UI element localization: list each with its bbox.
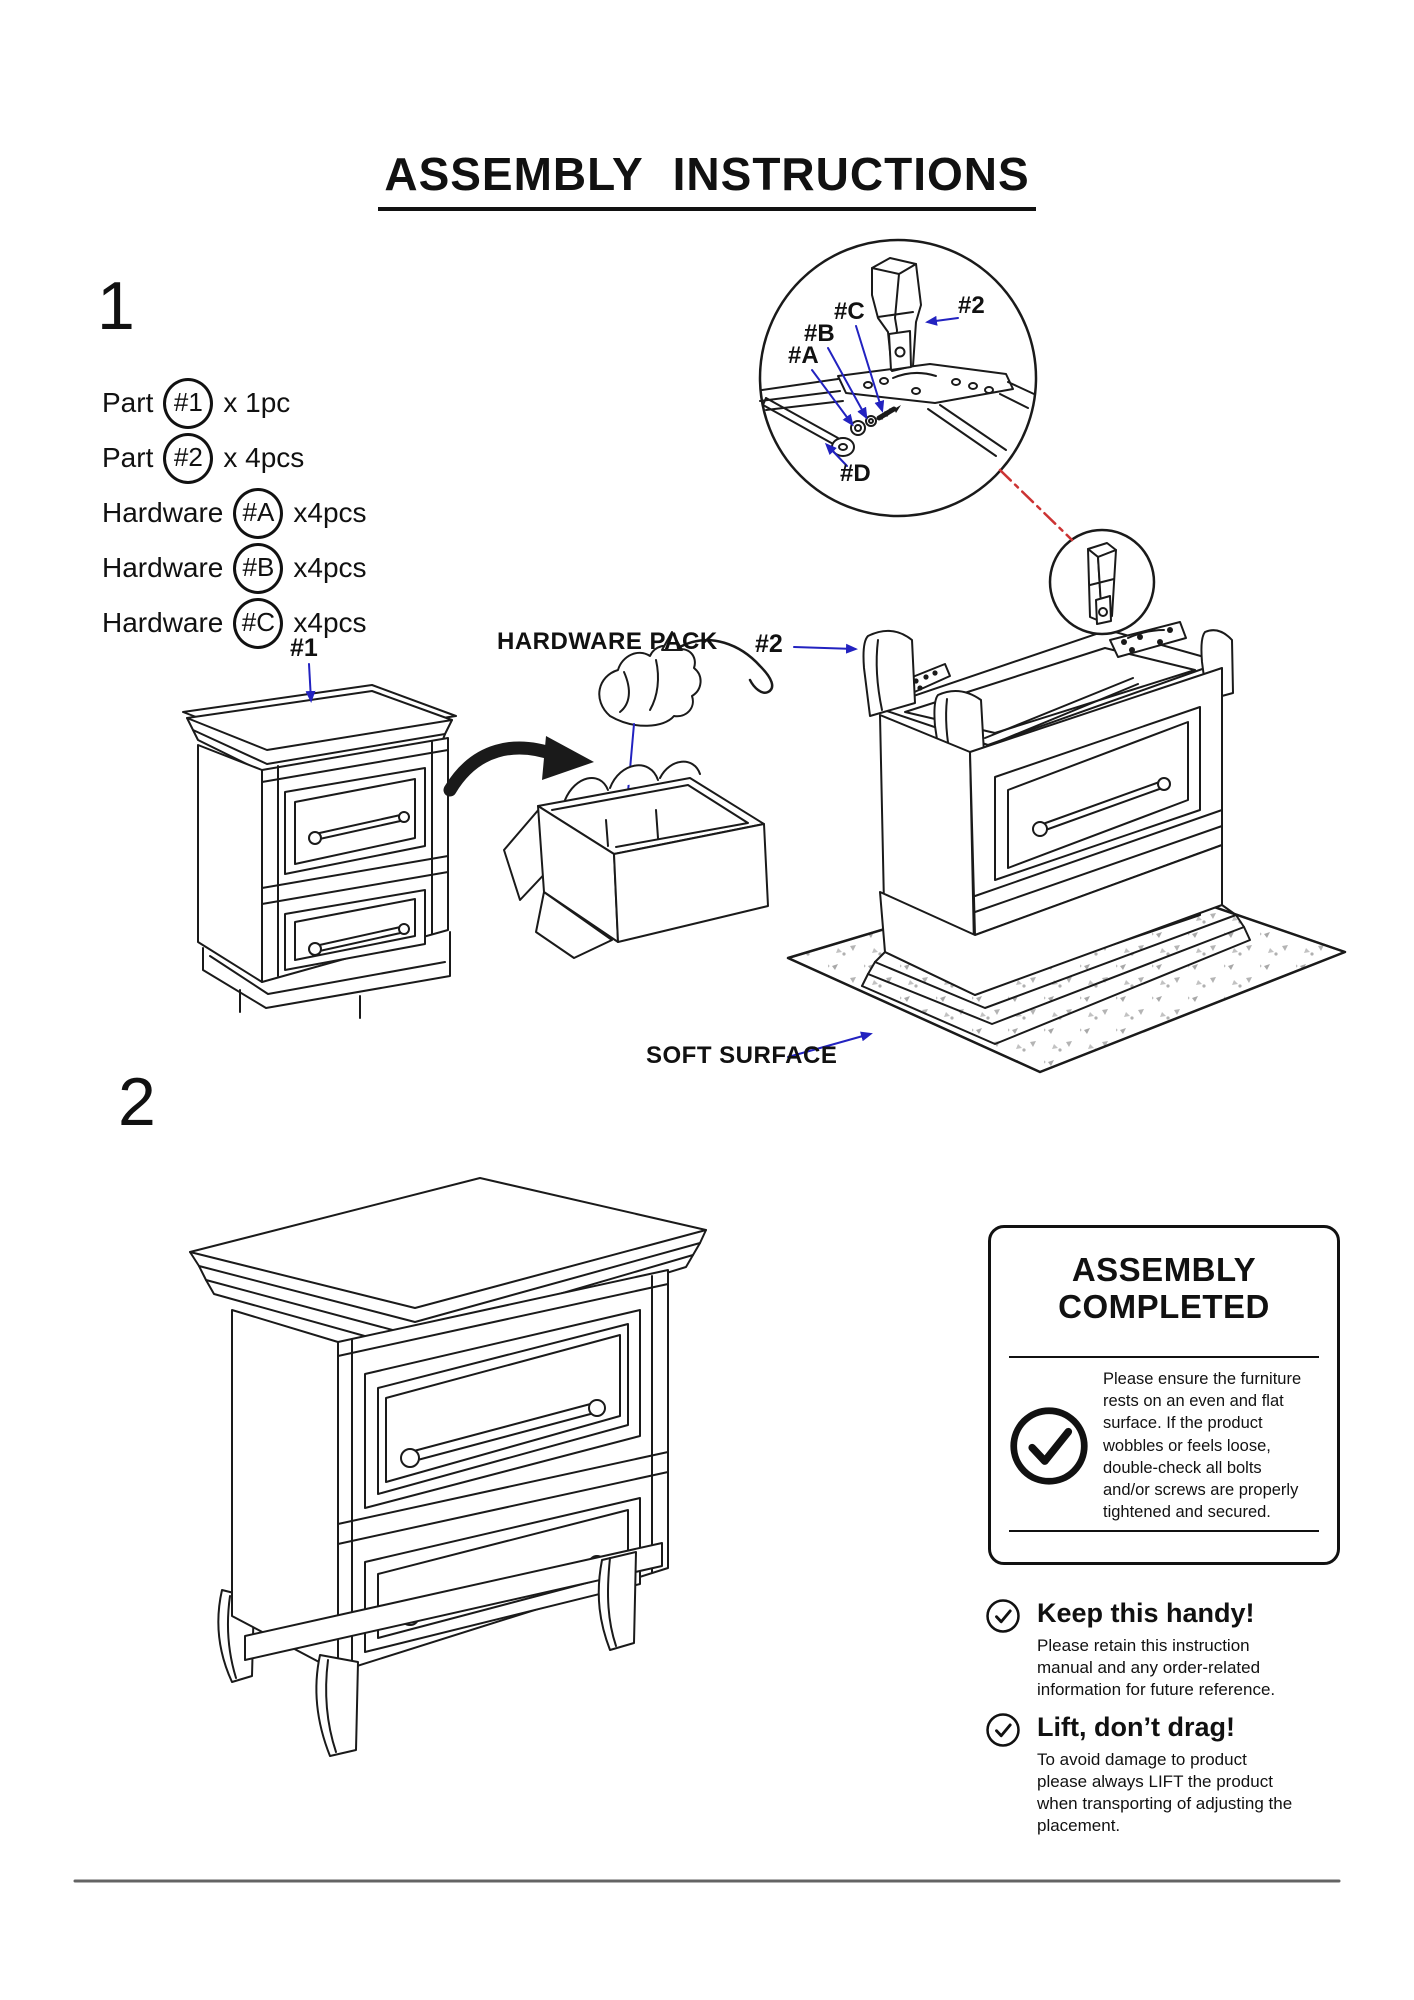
parts-list-item <box>102 433 304 483</box>
part-ref-badge: #A <box>233 488 283 539</box>
part-prefix: Part <box>102 387 154 418</box>
part-qty: x 1pc <box>223 387 291 418</box>
parts-list-item <box>102 488 367 538</box>
note-body: To avoid damage to product please always LIFT the product when transporting of adjusting the placement. <box>1037 1750 1293 1836</box>
nightstand-part1-drawing <box>183 685 456 1018</box>
part-ref-badge: #2 <box>163 433 213 484</box>
label-detail-part2: #2 <box>958 292 985 319</box>
hardware-detail-circle <box>760 240 1036 516</box>
label-part1: #1 <box>290 634 318 662</box>
note-lift-dont-drag <box>985 1712 1335 1837</box>
part-ref-badge: #1 <box>163 378 213 429</box>
part-ref-badge: #B <box>233 543 283 594</box>
page-title: ASSEMBLY INSTRUCTIONS <box>0 150 1414 211</box>
part-prefix: Hardware <box>102 552 224 583</box>
part-prefix: Part <box>102 442 154 473</box>
check-circle-icon <box>985 1598 1021 1634</box>
note-body: Please retain this instruction manual and any order-related information for future reference. <box>1037 1636 1276 1700</box>
assembly-completed-box <box>988 1225 1340 1565</box>
part-qty: x4pcs <box>293 607 367 638</box>
parts-list-item <box>102 543 367 593</box>
step-1-number: 1 <box>97 268 135 344</box>
label-part2: #2 <box>755 630 783 658</box>
part-ref-badge: #C <box>233 598 283 649</box>
label-hardware-pack: HARDWARE PACK <box>497 628 718 655</box>
part-prefix: Hardware <box>102 497 224 528</box>
divider <box>1009 1530 1319 1532</box>
leg-detail-small-circle <box>1050 530 1154 634</box>
note-keep-this-handy <box>985 1598 1335 1701</box>
label-tool-d: #D <box>840 460 871 487</box>
parts-list-item <box>102 378 290 428</box>
label-hardware-b: #B <box>804 320 835 347</box>
completed-title: ASSEMBLY COMPLETED <box>1058 1251 1270 1325</box>
step-2-number: 2 <box>118 1064 156 1140</box>
detail-connector-line <box>1000 470 1072 540</box>
note-heading: Lift, don’t drag! <box>1037 1712 1235 1742</box>
parts-list-item <box>102 598 367 648</box>
nightstand-assembled-drawing <box>190 1178 706 1756</box>
part-qty: x4pcs <box>293 497 367 528</box>
label-hardware-a: #A <box>788 342 819 369</box>
divider <box>1009 1356 1319 1358</box>
part-qty: x 4pcs <box>223 442 305 473</box>
check-circle-icon <box>1007 1404 1091 1488</box>
check-circle-icon <box>985 1712 1021 1748</box>
label-hardware-c: #C <box>834 298 865 325</box>
part-qty: x4pcs <box>293 552 367 583</box>
label-soft-surface: SOFT SURFACE <box>646 1042 838 1069</box>
flow-arrow <box>450 736 594 790</box>
completed-body: Please ensure the furniture rests on an even and flat surface. If the product wobbles or feels loose, double-check all bolts and/or screws are properly tightened and secured. <box>1103 1370 1302 1522</box>
part-prefix: Hardware <box>102 607 224 638</box>
note-heading: Keep this handy! <box>1037 1598 1255 1628</box>
carton-box-drawing <box>504 762 768 958</box>
